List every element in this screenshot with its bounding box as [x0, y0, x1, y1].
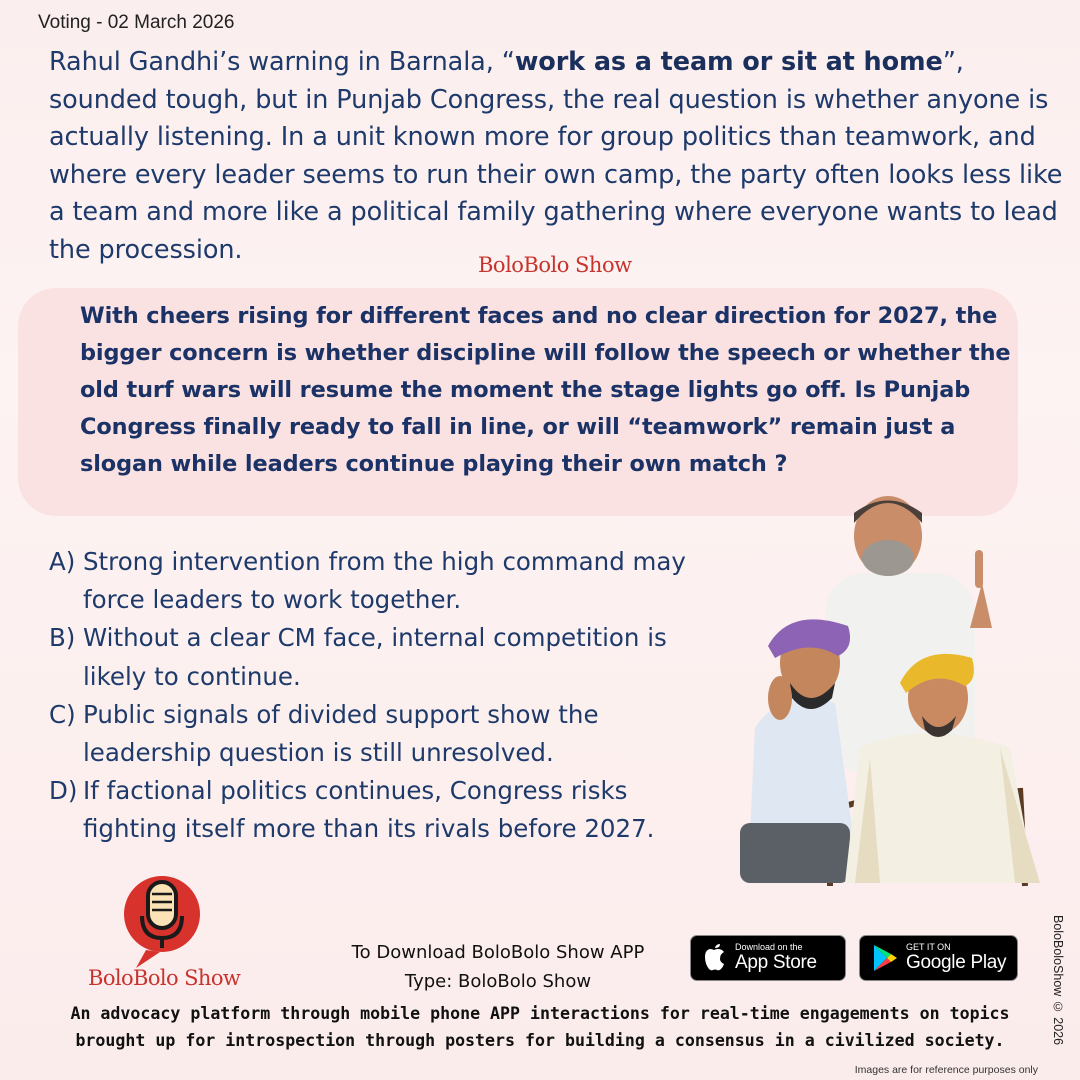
option-a[interactable] — [49, 543, 729, 619]
option-d[interactable] — [49, 772, 729, 848]
option-letter: A) — [49, 547, 76, 576]
download-app-type: Type: BoloBolo Show — [404, 971, 592, 992]
download-info — [328, 938, 668, 996]
option-text: If factional politics continues, Congress risks fighting itself more than its rivals before 2027. — [83, 776, 655, 844]
option-text: Strong intervention from the high command may force leaders to work together. — [83, 547, 686, 615]
google-play-label: Google Play — [906, 952, 1007, 973]
question-text: With cheers rising for different faces and no clear direction for 2027, the bigger concern is whether discipline will follow the speech or whether the old turf wars will resume the moment the stage lights go off. Is Punjab Congress finally ready to fall in line, or will “teamwork” remain just a slogan while leaders continue playing their own match ? — [80, 303, 1011, 477]
footer-tagline — [20, 1000, 1060, 1054]
brand-watermark: BoloBolo Show — [478, 253, 632, 277]
footer-line: brought up for introspection through posters for building a consensus in a civilized society. — [75, 1031, 1005, 1050]
voting-options — [49, 543, 729, 849]
logo-brand-name: BoloBolo Show — [88, 966, 241, 990]
image-disclaimer: Images are for reference purposes only — [854, 1064, 1038, 1076]
google-play-button[interactable] — [859, 935, 1018, 981]
standing-leader — [825, 496, 992, 773]
politicians-illustration — [720, 488, 1050, 888]
option-text: Public signals of divided support show the leadership question is still unresolved. — [83, 699, 599, 768]
footer-line: An advocacy platform through mobile phone APP interactions for real-time engagements on topics — [70, 1004, 1010, 1023]
app-store-button[interactable] — [690, 935, 846, 981]
copyright-text: BoloBoloShow © 2026 — [1051, 915, 1065, 1046]
option-text: Without a clear CM face, internal competition is likely to continue. — [83, 623, 667, 691]
google-play-icon — [872, 944, 898, 972]
intro-quote-bold: work as a team or sit at home — [514, 47, 943, 77]
option-c[interactable] — [49, 696, 729, 772]
leader-purple-turban — [740, 619, 855, 883]
intro-text-rest: ”, sounded tough, but in Punjab Congress, the real question is whether anyone is actually listening. In a unit known more for group politics than teamwork, and where every leader seems to run their own camp, the party often looks less like a team and more like a political family gathering where everyone wants to lead the procession. — [49, 47, 1063, 265]
option-b[interactable] — [49, 619, 729, 695]
app-store-label: App Store — [735, 952, 817, 973]
option-letter: C) — [49, 699, 76, 729]
google-play-small: GET IT ON — [906, 942, 951, 952]
option-letter: B) — [49, 623, 76, 653]
intro-text-start: Rahul Gandhi’s warning in Barnala, “ — [49, 47, 515, 77]
download-line: To Download BoloBolo Show APP — [351, 942, 645, 963]
app-store-small: Download on the — [735, 942, 803, 952]
poll-date: Voting - 02 March 2026 — [38, 12, 235, 33]
apple-icon — [703, 944, 727, 972]
option-letter: D) — [49, 776, 78, 806]
intro-paragraph — [49, 44, 1064, 270]
